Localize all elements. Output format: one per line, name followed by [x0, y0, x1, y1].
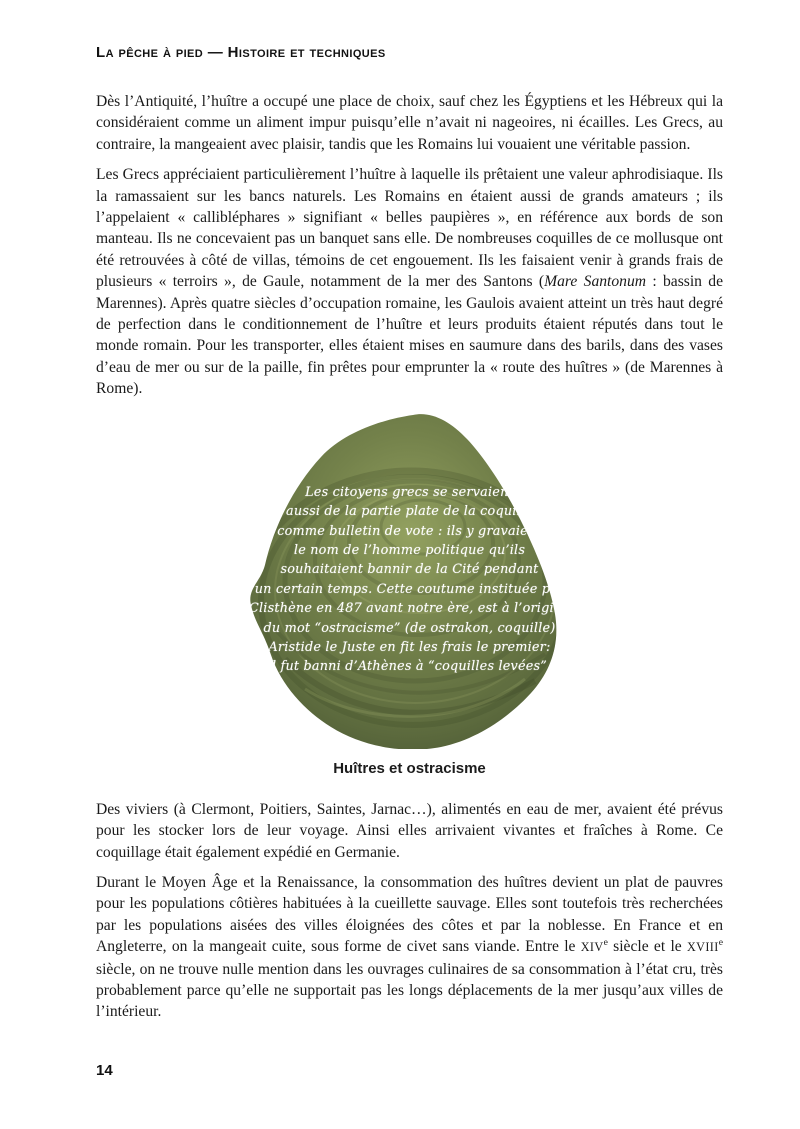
shell-inscription-line: du mot “ostracisme” (de ostrakon, coquille)	[263, 620, 556, 636]
shell-inscription-line: Clisthène en 487 avant notre ère, est à l’origine	[249, 601, 570, 617]
shell-inscription-line: un certain temps. Cette coutume instituée par	[254, 581, 565, 597]
text-run: XIV	[580, 940, 604, 955]
figure-caption: Huîtres et ostracisme	[333, 759, 486, 777]
page-number: 14	[96, 1062, 113, 1079]
text-run: Les Grecs appréciaient particulièrement l’huître à laquelle ils prêtaient une valeur aphrodisiaque. Ils la ramassaient sur les bancs naturels. Les Romains en étaient aussi de grands amateurs ; ils l’appelaient « callibléphares » signifiant « belles paupières », en référence aux bords de son manteau. Ils ne concevaient pas un banquet sans elle. De nombreuses coquilles de ce mollusque ont été retrouvées à côté de villas, témoins de cet engouement. Ils les faisaient venir à grands frais de plusieurs « terroirs », de Gaule, notamment de la mer des Santons (	[96, 166, 723, 291]
text-run: siècle, on ne trouve nulle mention dans les ouvrages culinaires de sa consommation à l’état cru, très probablement parce qu’elle ne supportait pas les longs déplacements de la mer jusqu’aux villes de l’intérieur.	[96, 960, 723, 1021]
text-run: : bassin de Marennes). Après quatre siècles d’occupation romaine, les Gaulois avaient atteint un très haut degré de perfection dans le conditionnement de l’huître et leurs produits étaient réputés dans tout le monde romain. Pour les transporter, elles étaient mises en saumure dans des barils, dans des vases d’eau de mer ou sur de la paille, fin prêtes pour emprunter la « route des huîtres » (de Marennes à Rome).	[96, 273, 723, 398]
text-run: e	[718, 936, 723, 948]
shell-inscription-line: Aristide le Juste en fit les frais le premier:	[268, 639, 551, 655]
oyster-shell-illustration	[245, 409, 575, 749]
shell-inscription-line: Les citoyens grecs se servaient	[305, 484, 514, 500]
article-bottom-paragraphs	[96, 799, 723, 1023]
text-run: Dès l’Antiquité, l’huître a occupé une place de choix, sauf chez les Égyptiens et les Hébreux qui la considéraient comme un aliment impur puisqu’elle n’avait ni nageoires, ni écailles. Les Grecs, au contraire, la mangeaient avec plaisir, tandis que les Romains lui vouaient une véritable passion.	[96, 93, 723, 153]
text-run: Durant le Moyen Âge et la Renaissance, la consommation des huîtres devient un plat de pauvres pour les populations côtières habituées à la cueillette sauvage. Elles sont toutefois très recherchées par les populations aisées des villes éloignées des côtes et par la noblesse. En France et en Angleterre, on la mangeait cuite, sous forme de civet sans viande. Entre le	[96, 873, 723, 956]
shell-inscription-line: comme bulletin de vote : ils y gravaient	[277, 523, 542, 539]
paragraph	[96, 91, 723, 155]
shell-inscription-line: le nom de l’homme politique qu’ils	[293, 542, 526, 558]
text-run: siècle et le	[607, 938, 687, 956]
running-header: La pêche à pied — Histoire et techniques	[96, 44, 386, 61]
text-run: Des viviers (à Clermont, Poitiers, Saintes, Jarnac…), alimentés en eau de mer, avaient été prévus pour les stocker lors de leur voyage. Ainsi elles arrivaient vivantes et fraîches à Rome. Ce coquillage était également expédié en Germanie.	[96, 800, 723, 861]
paragraph	[96, 164, 723, 399]
shell-inscription	[245, 483, 575, 677]
shell-inscription-line: souhaitaient bannir de la Cité pendant	[280, 562, 539, 578]
shell-inscription-line: aussi de la partie plate de la coquille	[286, 504, 533, 520]
text-run: Mare Santonum	[544, 273, 647, 291]
oyster-figure	[96, 409, 723, 777]
paragraph	[96, 872, 723, 1023]
paragraph	[96, 799, 723, 863]
shell-inscription-line: il fut banni d’Athènes à “coquilles levées”.	[267, 659, 552, 675]
article-top-paragraphs	[96, 91, 723, 400]
text-run: e	[603, 936, 608, 948]
text-run: XVIII	[687, 940, 719, 955]
page-content	[96, 44, 723, 1032]
